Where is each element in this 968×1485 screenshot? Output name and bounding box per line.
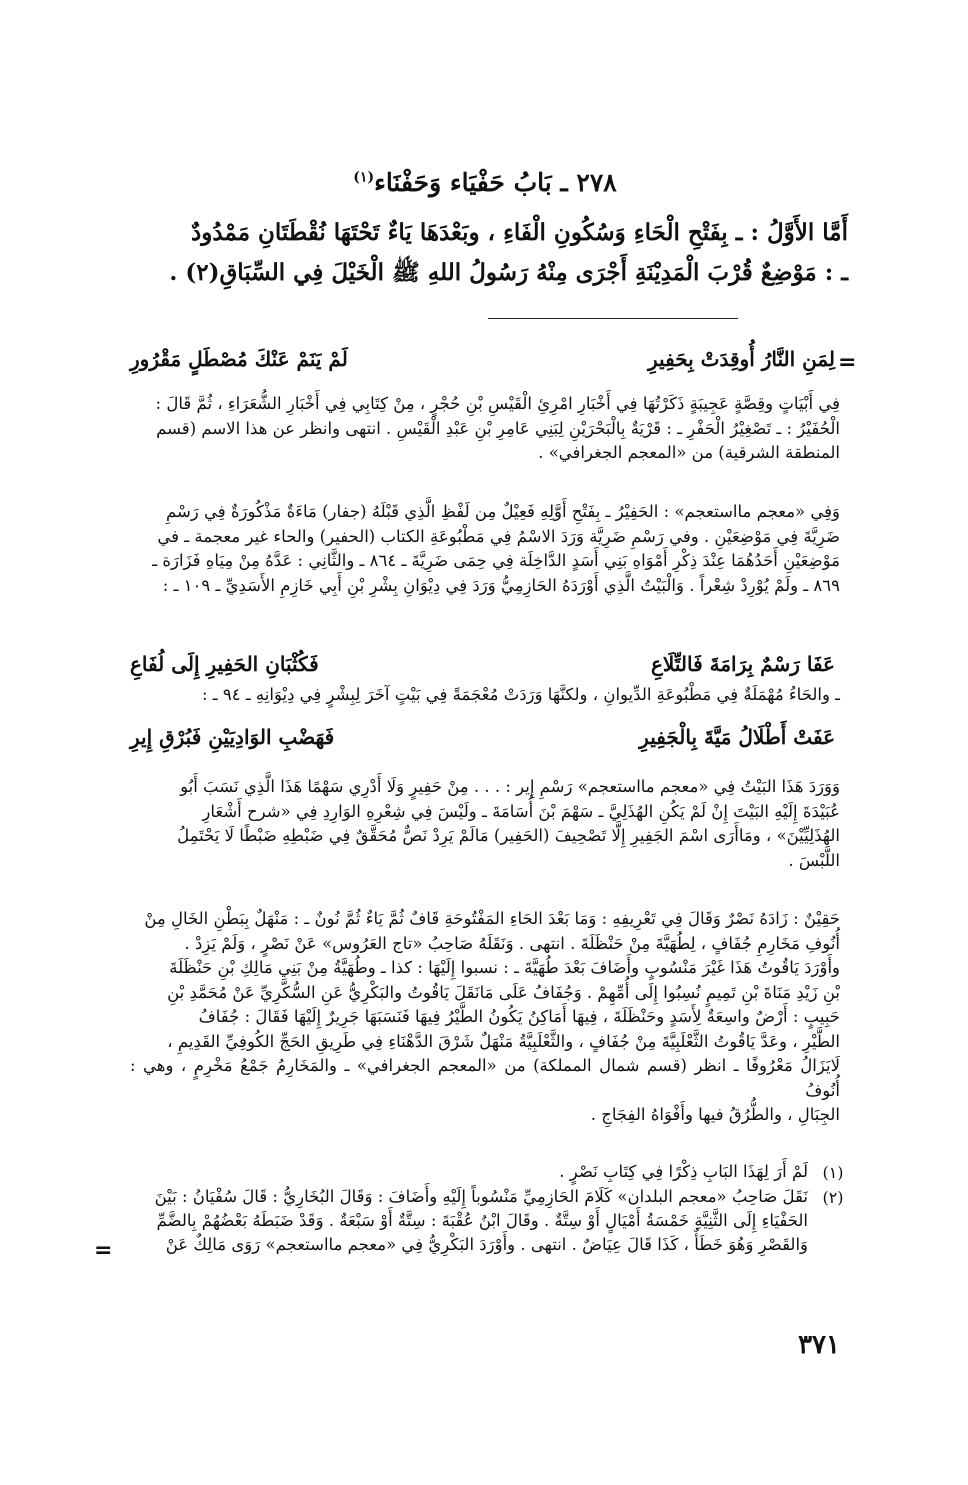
paragraph-line: الْحُفَيْرُ : ـ تَصْغِيْرُ الْحَفْرِ ـ : قَرْيَةٌ بِالْبَحْرَيْنِ لِبَنِي عَامِرِ بْنِ عَبْدِ الْقَيْسِ . انتهى وانظر عن هذا الاسم (قسم	[156, 418, 840, 438]
paragraph-line: الهُذَلِيِّيْنَ» ، ومَاأَرَى اسْمَ الجَفِيرِ إِلَّا تَصْحِيفَ (الحَفِير) مَالَمْ يَرِدْ نَصٌّ مُحَقَّقٌ فِي ضَبْطِهِ ضَبْطًا لَا يَحْتَمِلُ	[177, 826, 840, 845]
paragraph-line: الطَّيْرِ ، وعَدَّ يَاقُوتُ الثَّعْلَبِيَّةَ مِنْ جُفَافٍ ، والثَّعْلَبِيَّةُ مَنْهَلٌ شَرْقَ الدَّهْنَاءِ فِي طَرِيقِ الحَجِّ الكُوفِيِّ القَدِيمِ ،	[167, 1031, 840, 1051]
verse-3	[130, 725, 835, 749]
paragraph-line: وَفِي «معجم مااستعجم» : الحَفِيْرُ ـ بِفَتْحِ أَوَّلِهِ فَعِيْلٌ مِن لَفْظِ الَّذِي قَبْلَهُ (جفار) مَاءَةٌ مَذْكُورَةٌ فِي رَسْمِ	[165, 502, 840, 521]
verse-3-first-hemistich: عَفَتْ أَطْلَالُ مَيَّةَ بِالْجَفِيرِ	[639, 725, 835, 749]
continuation-mark-top: =	[838, 350, 857, 375]
paragraph-line: حَقِيْنٌ : زَادَهُ نَصْرٌ وَقَالَ فِي تَعْرِيفِهِ : وَمَا بَعْدَ الحَاءِ المَفْتُوحَةِ قَافٌ ثُمَّ يَاءٌ ثُمَّ نُونٌ ـ : مَنْهَلٌ بِبَطْنِ الخَالِ مِنْ	[144, 909, 840, 928]
page-number: ٣٧١	[798, 1330, 840, 1360]
verse-2-first-hemistich: عَفَا رَسْمٌ بِرَامَةَ فَالتِّلَاعِ	[650, 652, 835, 676]
footnote-line: نَقَلَ صَاحِبُ «معجم البلدان» كَلَامَ الحَازِمِيِّ مَنْسُوباً إِلَيْهِ وأَضَافَ : وَقَالَ البُخَارِيُّ : قَالَ سُفْيَانُ : بَيْنَ	[154, 1187, 808, 1206]
footnote-2-number: (٢)	[822, 1188, 844, 1207]
paragraph-line: ٨٦٩ ـ ولَمْ يُوْرِدْ شِعْراً . وَالْبَيْتُ الَّذِي أَوْرَدَهُ الحَازِمِيُّ وَرَدَ فِي دِيْوَانِ بِشْرِ بْنِ أَبِي خَازِمِ الأَسَدِيِّ ـ ١٠٩ ـ :	[162, 575, 840, 595]
paragraph-line: وَوَرَدَ هَذَا البَيْتُ فِي «معجم مااستعجم» رَسْمِ إِير : . . . مِنْ حَفِيرٍ وَلَا أَدْرِي سَهْمًا هَذَا الَّذِي نَسَبَ أَبُو	[180, 777, 840, 796]
footnote-line: الحَفْيَاءِ إِلَى الثَّنِيَّةِ خَمْسَةُ أَمْيَالٍ أَوْ سِتَّةٌ . وقَالَ ابْنُ عُقْبَةَ : سِتَّةٌ أَوْ سَبْعَةٌ . وَقَدْ ضَبَطَهُ بَعْضُهُمْ بِالضَّمِّ	[156, 1211, 808, 1230]
paragraph-line: الجِبَالِ ، والطُّرُقُ فيها وأَفْوَاهُ الفِجَاجِ .	[590, 1105, 840, 1124]
paragraph-line: المنطقة الشرقية) من «المعجم الجغرافي» .	[538, 443, 840, 462]
paragraph-2	[130, 500, 840, 598]
intro-line-1: أَمَّا الأَوَّلُ : ـ بِفَتْحِ الْحَاءِ وَسُكُونِ الْفَاءِ ، وبَعْدَهَا يَاءٌ تَحْتَهَا نُقْطَتَانِ مَمْدُودٌ	[190, 219, 848, 246]
paragraph-1	[130, 392, 840, 466]
continuation-mark-bottom: =	[94, 1238, 113, 1263]
paragraph-line: عُبَيْدَةَ إِلَيْهِ البَيْتَ إِنْ لَمْ يَكُنِ الهُذَلِيَّ ـ سَهْمَ بْنَ أُسَامَةَ ـ ولَيْسَ فِي شِعْرِهِ الوَارِدِ فِي «شرح أَشْعَارِ	[202, 801, 840, 821]
verse-3-second-hemistich: فَهَضْبِ الوَادِيَيْنِ فَبُرْقِ إِيرِ	[130, 725, 335, 749]
verse-2	[130, 652, 835, 676]
paragraph-line: ضَرِيَّةَ فِي مَوْضِعَيْنِ . وفي رَسْمِ ضَرِيَّة وَرَدَ الاسْمُ فِي مَطْبُوعَةِ الكتاب (الحفير) والحاء غير معجمة ـ في	[157, 526, 840, 546]
chapter-title	[300, 168, 670, 197]
paragraph-3: ـ والحَاءُ مُهْمَلَةٌ فِي مَطْبُوعَةِ الدِّيوانِ ، ولكنَّهَا وَرَدَتْ مُعْجَمَةً فِي بَيْتٍ آخَرَ لِبِشْرٍ فِي دِيْوَانِهِ ـ ٩٤ ـ :	[201, 685, 840, 704]
verse-1	[130, 347, 835, 371]
verse-1-first-hemistich: لِمَنِ النَّارُ أُوقِدَتْ بِحَفِيرِ	[648, 347, 835, 371]
footnote-1-number: (١)	[822, 1163, 844, 1182]
footnote-1-text	[118, 1160, 808, 1184]
paragraph-line: فِي أَبْيَاتٍ وقِصَّةٍ عَجِيبَةٍ ذَكَرْتُهَا فِي أَخْبَارِ امْرِئِ الْقَيْسِ بْنِ حُجْرٍ ، مِنْ كِتَابِي فِي أَخْبَارِ الشُّعَرَاءِ ، ثُمَّ قَالَ :	[155, 394, 840, 413]
verse-1-second-hemistich: لَمْ يَنَمْ عَنْكَ مُصْطَلٍ مَقْرُورِ	[130, 347, 348, 371]
footnote-line: لَمْ أَرَ لِهَذَا البَابِ ذِكْرًا فِي كِتَابِ نَصْرٍ .	[559, 1162, 808, 1181]
footnote-2-text	[118, 1185, 808, 1257]
chapter-title-text: ٢٧٨ ـ بَابُ حَفْيَاء وَحَفْنَاء	[374, 168, 617, 197]
paragraph-line: بْنِ زَيْدِ مَنَاةَ بْنِ تَمِيمٍ نُسِبُوا إِلَى أُمِّهِمْ . وَجُفَافُ عَلَى مَانَقَلَ يَاقُوتُ والبَكْرِيُّ عَنِ السُّكَّرِيِّ عَنْ مُحَمَّدِ بْنِ	[167, 982, 840, 1002]
footnote-line: وَالقَصْرِ وَهُوَ خَطَأٌ ، كَذَا قَالَ عِيَاضٌ . انتهى . وأَوْرَدَ البَكْرِيُّ فِي «معجم مااستعجم» رَوَى مَالِكٌ عَنْ	[165, 1235, 808, 1254]
paragraph-5	[130, 907, 840, 1128]
footnote-separator	[488, 318, 738, 319]
paragraph-line: مَوْضِعَيْنِ أَحَدُهُمَا عِنْدَ ذِكْرِ أَمْوَاهِ بَنِي أَسَدٍ الدَّاخِلَة فِي حِمَى ضَرِيَّةَ ـ ٨٦٤ ـ والثَّانِي : عَدَّهُ مِنْ مِيَاهِ فَزَارَة ـ	[152, 551, 840, 570]
paragraph-line: أُنُوفِ مَخَارِمِ جُفَافٍ ، لِطُهَيَّةَ مِنْ حَنْظَلَةَ . انتهى . وَنَقَلَهُ صَاحِبُ «تاج العَرُوس» عَنْ نَصْرٍ ، وَلَمْ يَزِدْ .	[184, 933, 840, 953]
paragraph-4	[130, 775, 840, 873]
paragraph-line: وأَوْرَدَ يَاقُوتُ هَذَا غَيْرَ مَنْسُوبٍ وأَضَافَ بَعْدَ طُهَيَّةَ ـ : نسبوا إِلَيْهَا : كذا ـ وطُهَيَّةُ مِنْ بَنِي مَالِكِ بْنِ حَنْظَلَةَ	[169, 958, 840, 977]
intro-line-2: ـ : مَوْضِعٌ قُرْبَ الْمَدِيْنَةِ أَجْرَى مِنْهُ رَسُولُ اللهِ ﷺ الْخَيْلَ فِي السِّبَاقِ(٢) .	[169, 259, 848, 286]
chapter-title-note-ref: (١)	[353, 169, 375, 186]
paragraph-line: حَبِيبٍ : أَرْضٌ واسِعَةٌ لِأَسَدٍ وحَنْظَلَةَ ، فِيهَا أَمَاكِنُ يَكُونُ الطَّيْرُ فِيهَا فَنَسَبَهَا جَرِيرٌ إِلَيْهَا فَقَالَ : جُفَافُ	[198, 1007, 840, 1026]
paragraph-line: لَايَزَالُ مَعْرُوفًا ـ انظر (قسم شمال المملكة) من «المعجم الجغرافي» ـ والمَخَارِمُ جَمْعُ مَخْرِمٍ ، وهي : أُنُوفُ	[130, 1056, 840, 1100]
paragraph-line: اللَّبْسَ .	[788, 850, 840, 870]
verse-2-second-hemistich: فَكُثْبَانِ الحَفِيرِ إِلَى لُفَاعِ	[130, 652, 319, 676]
